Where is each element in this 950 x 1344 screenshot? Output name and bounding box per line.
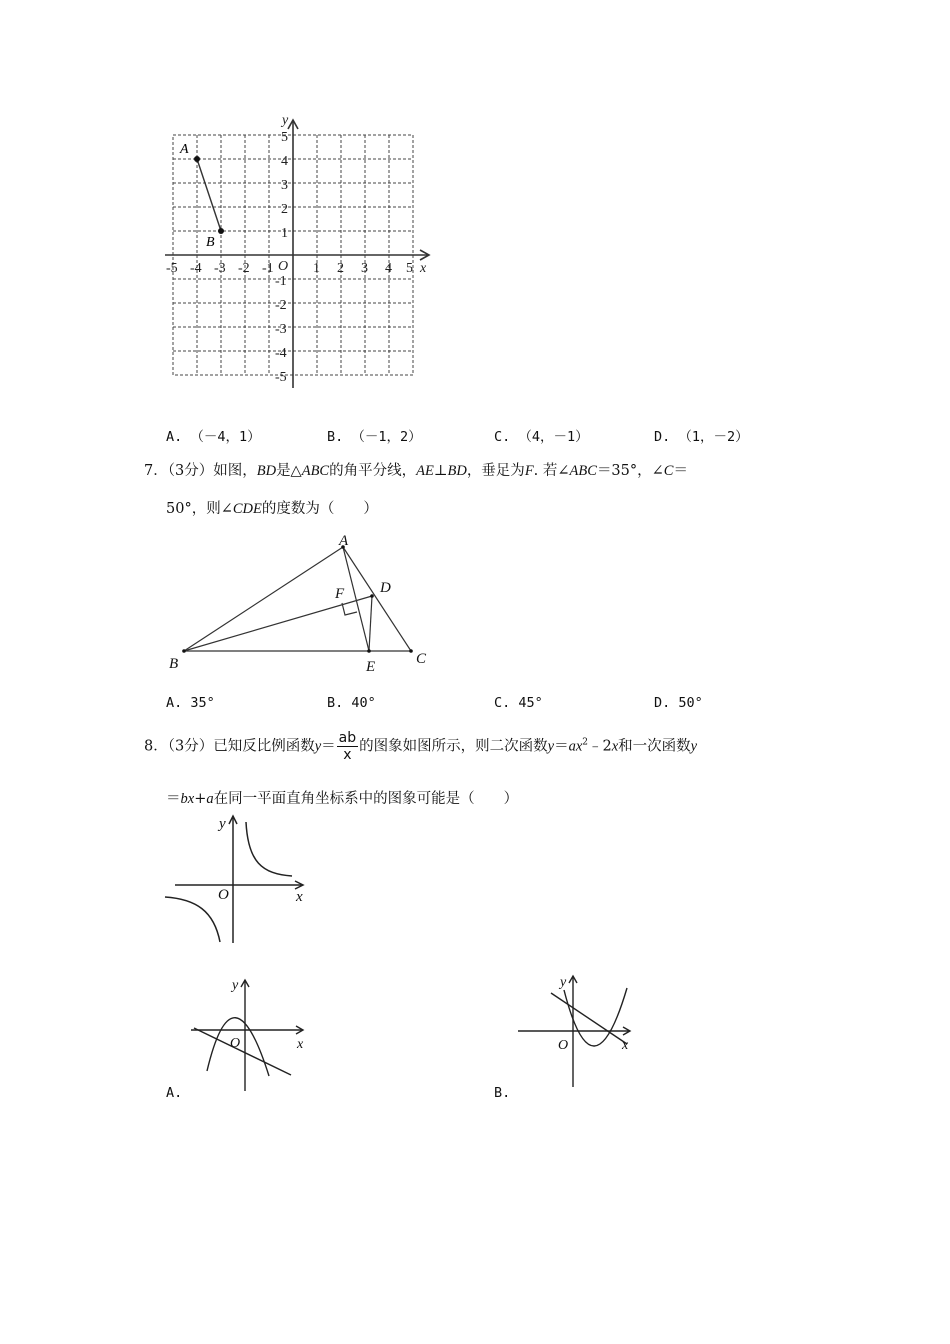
svg-text:O: O <box>230 1036 241 1051</box>
side-ab <box>184 547 343 651</box>
point-a-label: A <box>180 142 189 157</box>
vertex-c-label: C <box>416 651 427 667</box>
option-letter: D. <box>654 695 671 711</box>
option-letter: C. <box>494 695 511 711</box>
y-tick-label: 5 <box>281 130 288 145</box>
option-text: 35° <box>190 695 215 711</box>
y-tick-label: -5 <box>275 370 287 385</box>
option-text: （4，－1） <box>518 429 589 445</box>
x-tick-label: 4 <box>385 261 392 276</box>
origin-label: O <box>218 887 229 903</box>
segment-de <box>369 596 372 651</box>
side-ac <box>343 547 411 651</box>
q7-option-c[interactable] <box>494 694 543 712</box>
option-letter: A. <box>166 429 183 445</box>
point-b <box>218 228 224 234</box>
y-tick-label: -2 <box>275 298 287 313</box>
option-letter: B. <box>327 429 344 445</box>
vertex-d-label: D <box>380 580 391 596</box>
q8-option-b-graph[interactable] <box>512 968 637 1093</box>
q7-option-d[interactable] <box>654 694 703 712</box>
q6-option-b[interactable] <box>327 428 422 446</box>
option-text: 50° <box>678 695 703 711</box>
x-tick-label: 5 <box>406 261 413 276</box>
q8-option-a-label[interactable]: A. <box>166 1085 183 1101</box>
y-tick-label: 3 <box>281 178 288 193</box>
axis-label-y: y <box>219 816 226 832</box>
svg-text:y: y <box>560 975 567 990</box>
vertex-b-label: B <box>169 656 179 672</box>
right-angle-mark <box>342 603 357 615</box>
q6-coordinate-graph <box>160 110 440 395</box>
q7-option-b[interactable] <box>327 694 376 712</box>
option-text: （－1，2） <box>351 429 422 445</box>
y-tick-label: 1 <box>281 226 288 241</box>
segment-ae <box>343 547 369 651</box>
x-tick-label: -4 <box>190 261 202 276</box>
option-text: 45° <box>518 695 543 711</box>
segment-ab <box>197 159 221 231</box>
vertex-f-label: F <box>335 586 345 602</box>
option-text: 40° <box>351 695 376 711</box>
y-tick-label: -3 <box>275 322 287 337</box>
option-text: （－4，1） <box>190 429 261 445</box>
y-tick-label: 4 <box>281 154 288 169</box>
y-tick-label: 2 <box>281 202 288 217</box>
svg-text:y: y <box>232 978 239 993</box>
x-tick-label: 1 <box>313 261 320 276</box>
svg-text:O: O <box>558 1038 569 1053</box>
q8-option-a-graph[interactable] <box>185 970 310 1095</box>
line-decreasing <box>551 993 627 1044</box>
q7-question-line1: 7．（3分）如图，BD是△ABC的角平分线，AE⊥BD，垂足为F. 若∠ABC＝35°，∠C＝ <box>144 463 688 479</box>
q7-option-a[interactable] <box>166 694 215 712</box>
svg-text:x: x <box>622 1038 629 1053</box>
q8-question-line1: 8．（3分）已知反比例函数y＝ $\frac{ab}{x}$ 的图象如图所示，则二次函数$y=ax^2﹣2x$和一次函数y <box>144 730 698 763</box>
y-tick-label: -1 <box>275 274 287 289</box>
option-letter: A. <box>166 695 183 711</box>
q7-triangle-figure <box>160 528 440 678</box>
svg-text:x: x <box>297 1037 304 1052</box>
q6-option-c[interactable] <box>494 428 589 446</box>
q6-option-d[interactable] <box>654 428 749 446</box>
axis-label-x: x <box>296 889 303 905</box>
origin-label: O <box>278 259 289 274</box>
x-tick-label: -5 <box>166 261 178 276</box>
x-tick-label: -2 <box>238 261 250 276</box>
q7-question-line2: 50°，则∠CDE的度数为（ ） <box>166 501 378 517</box>
vertex-a-label: A <box>339 533 349 549</box>
fraction-ab-over-x: $\frac{ab}{x}$ <box>338 730 357 763</box>
x-tick-label: 3 <box>361 261 368 276</box>
point-a <box>194 156 200 162</box>
x-axis-label: x <box>420 261 427 276</box>
hyperbola-branch-q1 <box>246 822 292 876</box>
x-tick-label: -1 <box>262 261 274 276</box>
option-text: （1，－2） <box>678 429 749 445</box>
q8-question-line2: ＝bx+a在同一平面直角坐标系中的图象可能是（ ） <box>166 791 519 807</box>
option-letter: D. <box>654 429 671 445</box>
line-decreasing <box>194 1028 291 1075</box>
q8-option-b-label[interactable]: B. <box>494 1085 511 1101</box>
y-tick-label: -4 <box>275 346 287 361</box>
q6-option-a[interactable] <box>166 428 261 446</box>
x-tick-label: -3 <box>214 261 226 276</box>
option-letter: C. <box>494 429 511 445</box>
vertex-e-label: E <box>366 659 376 675</box>
point-b-label: B <box>206 235 215 250</box>
y-axis-label: y <box>282 113 289 128</box>
q8-hyperbola-graph <box>160 808 320 948</box>
option-letter: B. <box>327 695 344 711</box>
x-tick-label: 2 <box>337 261 344 276</box>
hyperbola-branch-q3 <box>165 897 220 942</box>
segment-bd <box>184 596 372 651</box>
